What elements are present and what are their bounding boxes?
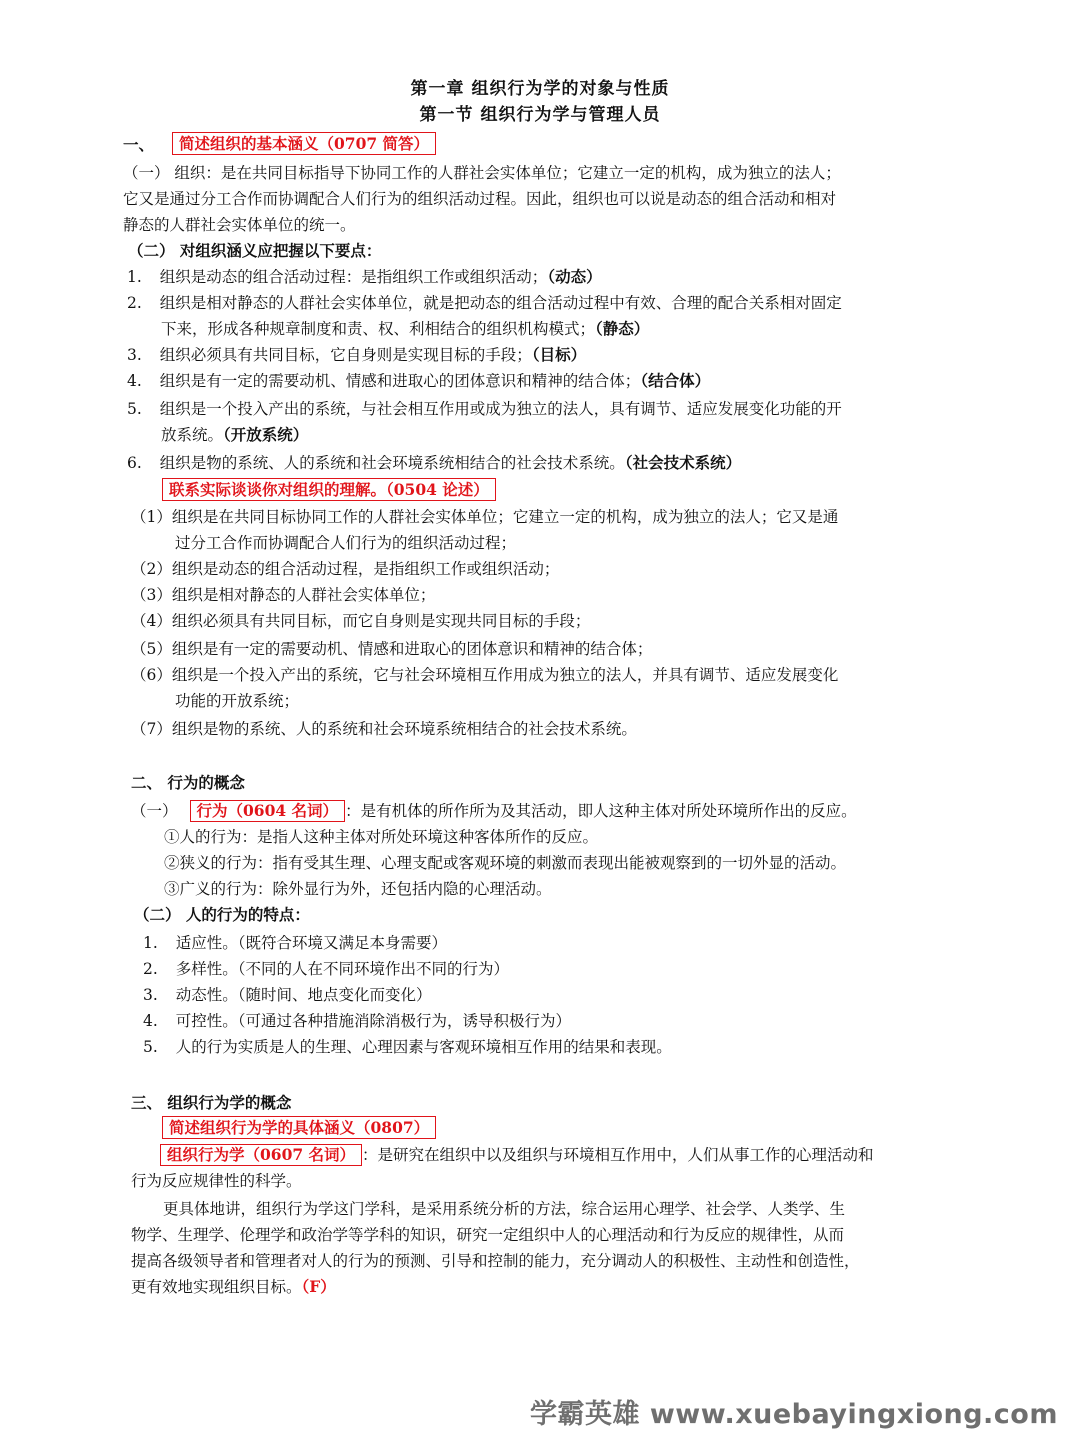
list-text: 组织是动态的组合活动过程，是指组织工作或组织活动； — [171, 560, 560, 578]
paragraph-text: 更有效地实现组织目标。 — [131, 1278, 302, 1296]
definition-text: ：是有机体的所作所为及其活动，即人这种主体对所处环境所作出的反应。 — [345, 802, 857, 820]
list-number: 3. — [127, 346, 142, 364]
circled-item: ①人的行为：是指人这种主体对所处环境这种客体所作的反应。 — [164, 828, 599, 846]
footer-watermark: 学霸英雄 www.xuebayingxiong.com — [529, 1399, 1058, 1430]
list-number: 6. — [127, 454, 142, 472]
list-text: 组织是有一定的需要动机、情感和进取心的团体意识和精神的结合体； — [159, 372, 641, 390]
section-1-number: 一、 — [123, 135, 155, 154]
list-item — [127, 290, 842, 316]
list-text: 多样性。（不同的人在不同环境作出不同的行为） — [175, 960, 510, 978]
list-text: 放系统。 — [161, 426, 224, 444]
ob-definition — [160, 1142, 874, 1168]
list-text: 组织是物的系统、人的系统和社会环境系统相结合的社会技术系统。 — [159, 454, 625, 472]
list-text: 适应性。（既符合环境又满足本身需要） — [175, 934, 448, 952]
list-tag: （结合体） — [640, 371, 711, 390]
list-item-cont: 过分工合作而协调配合人们行为的组织活动过程； — [175, 534, 517, 552]
list-number: 1. — [143, 934, 158, 952]
list-item — [131, 504, 838, 530]
list-number: 4. — [127, 372, 142, 390]
list-text: 组织是有一定的需要动机、情感和进取心的团体意识和精神的结合体； — [171, 640, 653, 658]
list-item — [127, 396, 842, 422]
list-item — [131, 608, 590, 634]
chapter-title: 第一章 组织行为学的对象与性质 — [410, 79, 670, 99]
list-item — [131, 636, 652, 662]
list-number: （2） — [131, 560, 172, 578]
list-number: （3） — [131, 586, 172, 604]
paragraph-line: 提高各级领导者和管理者对人的行为的预测、引导和控制的能力，充分调动人的积极性、主动性和创造性， — [131, 1252, 860, 1270]
list-tag: （开放系统） — [223, 425, 309, 444]
list-item — [143, 956, 509, 982]
section-title: 第一节 组织行为学与管理人员 — [419, 105, 661, 125]
list-number: （5） — [131, 640, 172, 658]
list-item — [131, 716, 637, 742]
list-number: （7） — [131, 720, 172, 738]
list-item — [127, 342, 586, 368]
list-text: 下来，形成各种规章制度和责、权、利相结合的组织机构模式； — [161, 320, 596, 338]
list-item — [127, 264, 602, 290]
subheading: （二） 人的行为的特点： — [134, 905, 310, 924]
f-tag: （F） — [301, 1277, 336, 1296]
list-item — [127, 450, 741, 476]
list-text: 组织必须具有共同目标，它自身则是实现目标的手段； — [159, 346, 532, 364]
list-tag: （动态） — [547, 267, 602, 286]
list-number: 2. — [143, 960, 158, 978]
paragraph-line: 静态的人群社会实体单位的统一。 — [123, 216, 356, 234]
list-number: 1. — [127, 268, 142, 286]
list-item — [131, 556, 559, 582]
paragraph-line: 物学、生理学、伦理学和政治学等学科的知识，研究一定组织中人的心理活动和行为反应的规律性，从而 — [131, 1226, 845, 1244]
list-number: 2. — [127, 294, 142, 312]
behavior-definition — [131, 798, 857, 824]
list-number: （4） — [131, 612, 172, 630]
question-box-basic-meaning: 简述组织的基本涵义（0707 简答） — [172, 132, 436, 155]
list-text: 动态性。（随时间、地点变化而变化） — [175, 986, 432, 1004]
list-text: 组织必须具有共同目标，而它自身则是实现共同目标的手段； — [171, 612, 591, 630]
list-text: 组织是相对静态的人群社会实体单位； — [171, 586, 436, 604]
list-number: 5. — [143, 1038, 158, 1056]
paragraph-line: 它又是通过分工合作而协调配合人们行为的组织活动过程。因此，组织也可以说是动态的组合活动和相对 — [123, 190, 837, 208]
list-item — [131, 662, 838, 688]
list-item — [131, 582, 435, 608]
list-text: 可控性。（可通过各种措施消除消极行为，诱导积极行为） — [175, 1012, 572, 1030]
list-text: 组织是相对静态的人群社会实体单位，就是把动态的组合活动过程中有效、合理的配合关系相对固定 — [159, 294, 842, 312]
paragraph-line: 更具体地讲，组织行为学这门学科，是采用系统分析的方法，综合运用心理学、社会学、人类学、生 — [163, 1200, 846, 1218]
list-tag: （目标） — [531, 345, 587, 364]
list-text: 人的行为实质是人的生理、心理因素与客观环境相互作用的结果和表现。 — [175, 1038, 672, 1056]
section-2-heading: 二、 行为的概念 — [131, 773, 245, 792]
question-box-ob-meaning: 简述组织行为学的具体涵义（0807） — [162, 1116, 436, 1139]
question-box-understanding: 联系实际谈谈你对组织的理解。（0504 论述） — [162, 478, 496, 501]
list-text: 组织是物的系统、人的系统和社会环境系统相结合的社会技术系统。 — [171, 720, 637, 738]
paragraph-line: （一） 组织：是在共同目标指导下协同工作的人群社会实体单位；它建立一定的机构，成为独立的法人； — [123, 164, 841, 182]
list-number: 5. — [127, 400, 142, 418]
list-item — [127, 368, 710, 394]
list-item — [143, 982, 432, 1008]
list-text: 组织是在共同目标协同工作的人群社会实体单位；它建立一定的机构，成为独立的法人；它又是通 — [171, 508, 839, 526]
list-item — [143, 1034, 672, 1060]
list-item-cont — [161, 316, 649, 342]
list-number: 4. — [143, 1012, 158, 1030]
list-item — [143, 930, 447, 956]
subheading: （二） 对组织涵义应把握以下要点： — [128, 241, 382, 260]
paragraph-line: 行为反应规律性的科学。 — [131, 1172, 302, 1190]
list-item-cont: 功能的开放系统； — [175, 692, 300, 710]
list-text: 组织是一个投入产出的系统，它与社会环境相互作用成为独立的法人，并具有调节、适应发展变化 — [171, 666, 839, 684]
circled-item: ②狭义的行为：指有受其生理、心理支配或客观环境的刺激而表现出能被观察到的一切外显的活动。 — [164, 854, 847, 872]
paragraph-line — [131, 1274, 336, 1300]
list-number: （一） — [131, 802, 178, 820]
section-3-heading: 三、 组织行为学的概念 — [131, 1093, 292, 1112]
term-box-behavior: 行为（0604 名词） — [190, 800, 346, 822]
list-tag: （静态） — [595, 319, 650, 338]
list-number: （6） — [131, 666, 172, 684]
list-text: 组织是动态的组合活动过程：是指组织工作或组织活动； — [159, 268, 548, 286]
list-item-cont — [161, 422, 308, 448]
list-number: （1） — [131, 508, 172, 526]
list-number: 3. — [143, 986, 158, 1004]
list-item — [143, 1008, 571, 1034]
term-box-ob: 组织行为学（0607 名词） — [160, 1144, 362, 1166]
list-text: 组织是一个投入产出的系统，与社会相互作用或成为独立的法人，具有调节、适应发展变化功能的开 — [159, 400, 842, 418]
list-tag: （社会技术系统） — [624, 453, 742, 472]
definition-text: ：是研究在组织中以及组织与环境相互作用中，人们从事工作的心理活动和 — [362, 1146, 874, 1164]
circled-item: ③广义的行为：除外显行为外，还包括内隐的心理活动。 — [164, 880, 552, 898]
